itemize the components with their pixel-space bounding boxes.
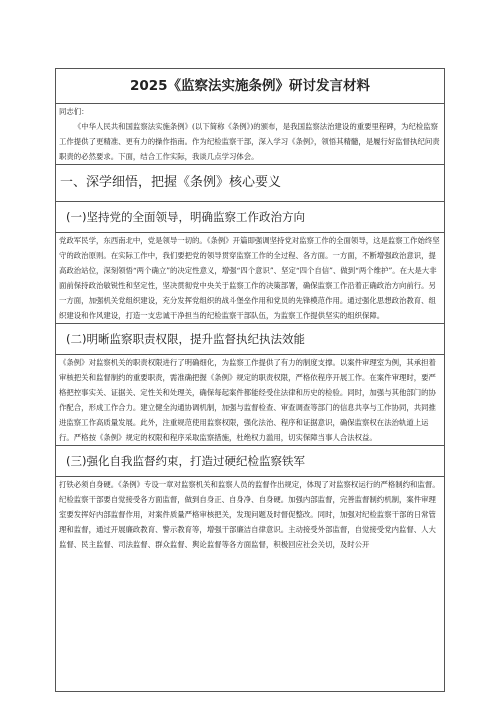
intro-paragraph: 《中华人民共和国监察法实施条例》(以下简称《条例》)的颁布，是我国监察法治建设的重要里程碑，为纪检监察工作提供了更精准、更有力的操作指南。作为纪检监察干部，深入学习《条例》，领悟其精髓，是履行好监督执纪问责职责的必然要求。下面，结合工作实际，我谈几点学习体会。 [59, 122, 440, 161]
salutation: 同志们： [59, 107, 89, 116]
subsection-body-1-cell [56, 233, 444, 324]
intro-section [56, 104, 444, 165]
document-frame [55, 68, 445, 692]
subsection-body-3-cell [56, 477, 444, 552]
subsection-body-2: 《条例》对监察机关的职责权限进行了明确细化，为监察工作提供了有力的制度支撑。以案件审理室为例，其承担着审核把关和监督制约的重要职责，需准确把握《条例》规定的职责权限，严格依程序开展工作。在案件审理时，要严格把控事实关、证据关、定性关和处理关，确保每起案件都能经受住法律和历史的检验。同时，加强与其他部门的协作配合，形成工作合力。建立健全沟通协调机制，加强与监督检查、审查调查等部门的信息共享与工作协同，共同推进监察工作高质量发展。此外，注重规范使用监察权限，强化法治、程序和证据意识，确保监察权在法治轨道上运行。严格按《条例》规定的权限和程序采取监察措施，杜绝权力滥用，切实保障当事人合法权益。 [59, 358, 436, 442]
subsection-body-1: 党政军民学，东西南北中，党是领导一切的。《条例》开篇即强调坚持党对监察工作的全面领导，这是监察工作始终坚守的政治原则。在实际工作中，我们要把党的领导贯穿监察工作的全过程、各方面。一方面，不断增强政治意识，提高政治站位，深刻领悟“两个确立”的决定性意义，增强“四个意识”、坚定“四个自信”、做到“两个维护”。在大是大非面前保持政治敏锐性和坚定性，坚决贯彻党中央关于监察工作的决策部署，确保监察工作沿着正确政治方向前行。另一方面，加强机关党组织建设，充分发挥党组织的战斗堡垒作用和党员的先锋模范作用。通过强化思想政治教育、组织建设和作风建设，打造一支忠诚干净担当的纪检监察干部队伍，为监察工作提供坚实的组织保障。 [59, 236, 440, 320]
subsection-heading-1: (一)坚持党的全面领导，明确监察工作政治方向 [56, 202, 444, 233]
subsection-body-2-cell [56, 355, 444, 446]
subsection-body-3: 打铁必须自身硬。《条例》专设一章对监察机关和监察人员的监督作出规定，体现了对监察权运行的严格制约和监督。纪检监察干部要自觉接受各方面监督，做到自身正、自身净、自身硬。加强内部监督，完善监督制约机制，案件审理室要发挥好内部监督作用，对案件质量严格审核把关，发现问题及时督促整改。同时，加强对纪检监察干部的日常管理和监督，通过开展廉政教育、警示教育等，增强干部廉洁自律意识。主动接受外部监督，自觉接受党内监督、人大监督、民主监督、司法监督、群众监督、舆论监督等各方面监督，积极回应社会关切，及时公开 [59, 480, 440, 549]
document-title: 2025《监察法实施条例》研讨发言材料 [56, 69, 444, 104]
subsection-heading-2: (二)明晰监察职责权限，提升监督执纪执法效能 [56, 324, 444, 355]
subsection-heading-3: (三)强化自我监督约束，打造过硬纪检监察铁军 [56, 446, 444, 477]
section-heading-1: 一、深学细悟，把握《条例》核心要义 [56, 165, 444, 202]
